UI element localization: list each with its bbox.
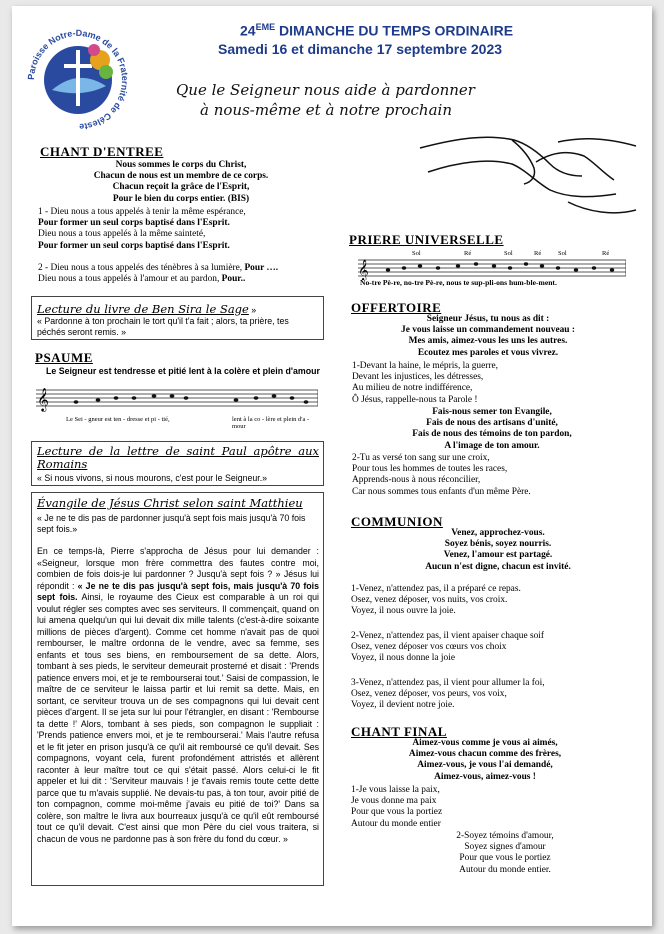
chant-final-title: CHANT FINAL [351, 724, 447, 739]
psaume-refrain: Le Seigneur est tendresse et pitié lent à la colère et plein d'amour [46, 366, 320, 376]
evangile-text: En ce temps-là, Pierre s'approcha de Jésus pour lui demander : «Seigneur, lorsque mon frère commettra des fautes contre moi, combien de fois dois-je lui pardonner ? Jusqu'à sept fois ? » Jésus lui répondit : « Je ne te dis pas jusqu'à sept fois, mais jusqu'à 70 fois sept fois. Ainsi, le royaume des Cieux est comparable à un roi qui voulut régler ses comptes avec ses serviteurs. Il commençait, quand on lui amena quelqu'un qui lui devait dix mille talents (c'est-à-dire soixante millions de pièces d'argent). Comme cet homme n'avait pas de quoi rembourser, le maître ordonna de le vendre, avec sa femme, ses enfants et tous ses biens, en remboursement de sa dette. Alors, tombant à ses pieds, le serviteur demeurait prosterné et disait : 'Prends patience envers moi, et je te rembourserai tout.' Saisi de compassion, le maître de ce serviteur le laissa partir et lui remit sa dette. Mais, en sortant, ce serviteur trouva un de ses compagnons qui lui devait cent pièces d'argent. Il se jeta sur lui pour l'étrangler, en disant : 'Rembourse ta dette !' Alors, tombant à ses pieds, son compagnon le suppliait : 'Prends patience envers moi, et je te rembourserai.' Mais l'autre refusa et le fit jeter en prison jusqu'à ce qu'il ait remboursé ce qu'il devait. Ses compagnons, voyant cela, furent profondément attristés et allèrent raconter à leur maître tout ce qui s'était passé. Alors celui-ci le fit appeler et lui dit : 'Serviteur mauvais ! je t'avais remis toute cette dette parce que tu m'avais supplié. Ne devais-tu pas, à ton tour, avoir pitié de ton compagnon, comme moi-même j'avais eu pitié de toi?' Dans sa colère, son maître le livra aux bourreaux jusqu'à ce qu'il eût remboursé tout ce qu'il devait. C'est ainsi que mon Père du ciel vous traitera, si chacun de vous ne pardonne pas à son frère du fond du cœur. » [37, 546, 319, 844]
lecture2-text: « Si nous vivons, si nous mourons, c'est pour le Seigneur.» [37, 473, 268, 483]
priere-title: PRIERE UNIVERSELLE [349, 232, 504, 247]
lecture2-title: Lecture de la lettre de saint Paul apôtre aux Romains [37, 444, 319, 471]
communion-title: COMMUNION [351, 514, 443, 529]
motto-line-1: Que le Seigneur nous aide à pardonner [176, 81, 475, 99]
offertoire-title: OFFERTOIRE [351, 300, 442, 315]
communion-verse-1: 1-Venez, n'attendez pas, il a préparé ce repas. Osez, venez déposer, vos nuits, vos croix. Voyez, il nous ouvre la joie. [351, 584, 521, 617]
svg-text:𝄞: 𝄞 [358, 260, 369, 280]
offertoire-refrain-2: Fais-nous semer ton Evangile, Fais de nous des artisans d'unité, Fais de nous des témoins de ton pardon, A l'image de ton amour. [412, 407, 572, 451]
offertoire-verse-2: 2-Tu as versé ton sang sur une croix, Pour tous les hommes de toutes les races, Apprends-nous à nous réconcilier, Car nous sommes tous enfants d'un même Père. [352, 453, 531, 497]
evangile-title: Évangile de Jésus Christ selon saint Matthieu [37, 496, 303, 510]
chant-final-verse-1: 1-Je vous laisse la paix, Je vous donne ma paix Pour que vous la portiez Autour du monde entier [351, 785, 443, 829]
lecture1-box: Lecture du livre de Ben Sira le Sage » « Pardonne à ton prochain le tort qu'il t'a fait ; alors, ta prière, tes péchés seront remis. » [31, 296, 324, 340]
psaume-lyrics-1: Le Sei - gneur est ten - dresse et pi - tié, [66, 416, 170, 423]
communion-verse-2: 2-Venez, n'attendez pas, il vient apaiser chaque soif Osez, venez déposer vos cœurs vos choix Voyez, il nous donne la joie [351, 631, 545, 664]
lecture2-box [31, 441, 324, 486]
hands-illustration [418, 112, 640, 220]
priere-chord-5: Sol [558, 250, 567, 257]
priere-lyrics: No-tre Pè-re, no-tre Pè-re, nous te sup-pli-ons hum-ble-ment. [360, 278, 557, 287]
priere-staff [358, 250, 626, 290]
lecture1-title: Lecture du livre de Ben Sira le Sage [37, 302, 249, 316]
liturgy-date: Samedi 16 et dimanche 17 septembre 2023 [218, 41, 503, 57]
offertoire-verse-1: 1-Devant la haine, le mépris, la guerre, Devant les injustices, les détresses, Au milieu de notre indifférence, Ô Jésus, rappelle-nous ta Parole ! [352, 361, 499, 405]
evangile-intro: « Je ne te dis pas de pardonner jusqu'à sept fois mais jusqu'à 70 fois sept fois.» [37, 513, 306, 534]
chant-entree-refrain: Nous sommes le corps du Christ, Chacun de nous est un membre de ce corps. Chacun reçoit la grâce de l'Esprit, Pour le bien du corps entier. (BIS) [93, 160, 269, 204]
chant-entree-title: CHANT D'ENTREE [40, 144, 164, 159]
motto-line-2: à nous-même et à notre prochain [200, 101, 452, 119]
communion-refrain: Venez, approchez-vous. Soyez bénis, soyez nourris. Venez, l'amour est partagé. Aucun n'est digne, chacun est invité. [425, 528, 571, 572]
priere-chord-6: Ré [602, 250, 610, 257]
parish-logo [22, 24, 134, 136]
psaume-lyrics-2: lent à la co - lère et plein d'a - mour [232, 416, 310, 430]
psaume-title: PSAUME [35, 350, 93, 365]
logo-ring-text: Paroisse Notre-Dame de la Fraternité de Céleste [25, 27, 131, 133]
liturgy-title: 24EME DIMANCHE DU TEMPS ORDINAIRE [240, 22, 514, 39]
communion-verse-3: 3-Venez, n'attendez pas, il vient pour allumer la foi, Osez, venez déposer, vos peurs, vos voix, Voyez, il devient notre joie. [351, 678, 545, 711]
psaume-staff [36, 384, 318, 430]
priere-chord-1: Sol [412, 250, 421, 257]
offertoire-refrain: Seigneur Jésus, tu nous as dit : Je vous laisse un commandement nouveau : Mes amis, aimez-vous les uns les autres. Ecoutez mes paroles et vous vivrez. [401, 314, 575, 358]
priere-chord-2: Ré [464, 250, 472, 257]
evangile-box [31, 492, 324, 886]
priere-chord-3: Sol [504, 250, 513, 257]
chant-final-refrain: Aimez-vous comme je vous ai aimés, Aimez-vous chacun comme des frères, Aimez-vous, je vous l'ai demandé, Aimez-vous, aimez-vous ! [408, 738, 562, 782]
chant-entree-verses: 1 - Dieu nous a tous appelés à tenir la même espérance, Pour former un seul corps baptisé dans l'Esprit. Dieu nous a tous appelés à la même sainteté, Pour former un seul corps baptisé dans l'Esprit. 2 - Dieu nous a tous appelés des ténèbres à sa lumière, Pour …. Dieu nous a tous appelés à l'amour et au pardon, Pour.. [38, 207, 279, 285]
lecture1-text: « Pardonne à ton prochain le tort qu'il t'a fait ; alors, ta prière, tes péchés seront remis. » [37, 316, 289, 337]
priere-chord-4: Ré [534, 250, 542, 257]
chant-final-verse-2: 2-Soyez témoins d'amour, Soyez signes d'amour Pour que vous le portiez Autour du monde entier. [456, 831, 554, 875]
svg-text:𝄞: 𝄞 [37, 387, 49, 411]
